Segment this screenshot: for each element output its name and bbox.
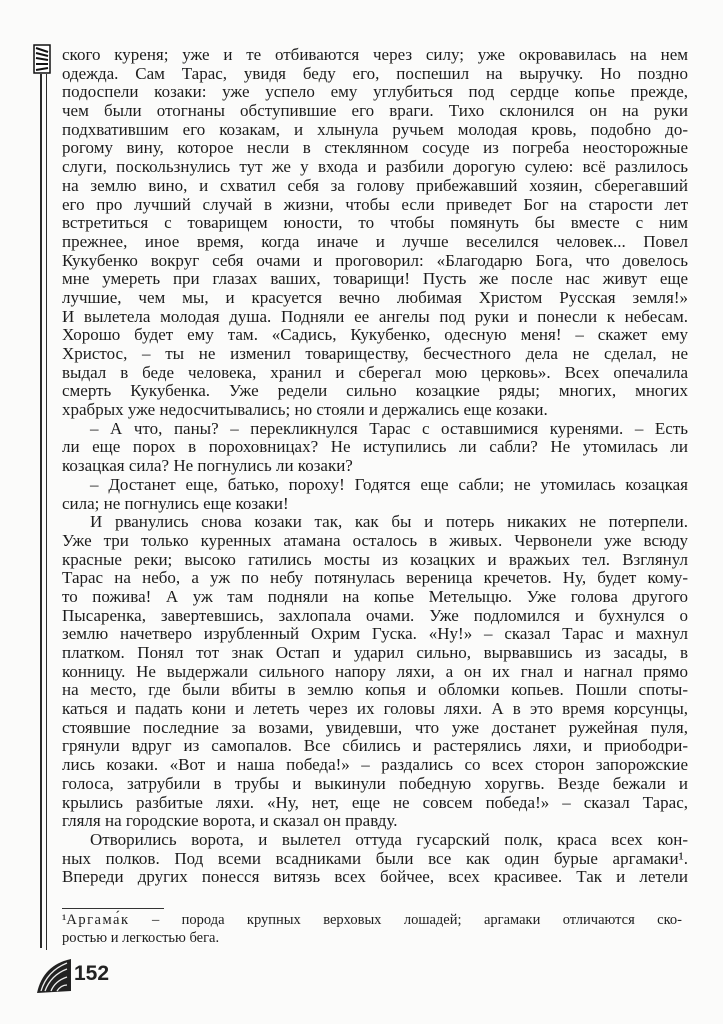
text-line: ского куреня; уже и те отбиваются через силу; уже окровавилась на нем [62, 45, 688, 64]
text-line: прежнее, иное время, когда иначе и лучше веселился человек... Повел [62, 231, 688, 251]
text-line: мне умереть при глазах ваших, товарищи! Пусть же после нас живут еще [62, 269, 688, 289]
text-line: одежда. Сам Тарас, увидя беду его, поспешил на выручку. Но поздно [62, 63, 688, 83]
text-line: грянули вдруг из самопалов. Все сбились и растерялись ляхи, и приободри- [62, 736, 688, 756]
text-line: смерть Кукубенка. Уже редели сильно козацкие ряды; многих, многих [62, 381, 688, 401]
text-line: красные реки; высоко гатились мосты из козацких и вражьих тел. Взглянул [62, 549, 688, 569]
text-line: то пожива! А уж там подняли на копье Метелыцю. Уже голова другого [62, 586, 688, 606]
footnote-text: ростью и легкостью бега. [62, 930, 220, 946]
text-line: козацкая сила? Не погнулись ли козаки? [62, 456, 353, 476]
text-line: стоявшие последние за возами, увидевши, что уже достанет ружейная пуля, [62, 717, 688, 737]
text-line: выдал в беде человека, хранил и сберегал мою церковь». Всех опечалила [62, 362, 688, 382]
text-line: конницу. Не выдержали сильного напору ляхи, а он их гнал и нагнал прямо [62, 661, 688, 681]
footnote [62, 911, 682, 947]
text-line: ных полков. Под всеми всадниками были все как один бурые аргамаки¹. [62, 848, 688, 868]
page-border-line [46, 70, 47, 950]
text-line: Христос, – ты не изменил товариществу, бесчестного дела не сделал, не [62, 344, 688, 363]
text-line: сила; не погнулись еще козаки! [62, 493, 289, 513]
text-line: встретиться с товарищем юности, то чтобы помянуть бы вместе с ним [62, 213, 688, 233]
text-line: Пысаренка, завертевшись, захлопала очами. Уже подломился и бухнулся о [62, 605, 688, 625]
text-line: Тарас на небо, а уж по небу потянулась вереница кречетов. Ну, будет кому- [62, 568, 688, 588]
text-line: И вылетела молодая душа. Подняли ее ангелы под руки и понесли к небесам. [62, 306, 688, 326]
text-line: – Достанет еще, батько, пороху! Годятся еще сабли; не утомилась козацкая [90, 474, 688, 494]
text-line: подхватившим его козакам, и хлынула ручьем молодая кровь, подобно до- [62, 119, 688, 139]
text-line: его про лучший случай в жизни, чтобы если приведет Бог на старости лет [62, 194, 688, 214]
text-line: каться и падать кони и лететь через их головы ляхи. А в это время корсунцы, [62, 699, 688, 719]
text-line: Отворились ворота, и вылетел оттуда гусарский полк, краса всех кон- [90, 829, 688, 849]
text-line: слуги, поскользнулись тут же у входа и разбили дорогую сулею: всё разлилось [62, 157, 688, 177]
page-border-line [40, 48, 42, 948]
footnote-term: Аргама́к [66, 912, 130, 928]
footnote-text: – порода крупных верховых лошадей; аргамаки отличаются ско- [129, 912, 682, 928]
text-line: Уже три только куренных атамана осталось в живых. Червонели уже всюду [62, 530, 688, 550]
text-line: И рванулись снова козаки так, как бы и потерь никаких не потерпели. [90, 512, 688, 532]
text-line: подоспели козаки: уже успело ему углубиться под сердце копье прежде, [62, 82, 688, 102]
text-line: на землю вино, и схватил себя за голову прибежавший хозяин, сберегавший [62, 175, 688, 195]
text-line: голоса, затрубили в трубы и выкинули победную хоругвь. Везде бежали и [62, 773, 688, 793]
text-line: платком. Понял тот знак Остап и ударил сильно, вырвавшись из засады, в [62, 643, 688, 662]
text-line: Хорошо будет ему там. «Садись, Кукубенко, одесную меня! – скажет ему [62, 325, 688, 345]
page-corner-ornament-icon [33, 955, 73, 995]
body-text [62, 46, 688, 887]
text-line: чем были отогнаны обступившие его враги. Тихо склонился он на руки [62, 101, 688, 121]
text-line: Впереди других понесся витязь всех бойчее, всех красивее. Так и летели [62, 867, 688, 887]
page-number: 152 [74, 962, 110, 985]
text-line: Кукубенко вокруг себя очами и проговорил: «Благодарю Бога, что довелось [62, 250, 688, 270]
text-line: лучшие, чем мы, и красуется вечно любимая Христом Русская земля!» [62, 287, 688, 307]
text-line: рогому вину, которое несли в стеклянном сосуде из погреба неосторожные [62, 138, 688, 158]
text-line: гляля на городские ворота, и сказал он правду. [62, 811, 398, 831]
text-line: ли еще порох в пороховницах? Не иступились ли сабли? Не утомилась ли [62, 437, 688, 457]
footnote-marker: ¹ [62, 912, 67, 928]
text-line: – А что, паны? – перекликнулся Тарас с оставшимися куренями. – Есть [90, 418, 688, 438]
text-line: землю начетверо изрубленный Охрим Гуска. «Ну!» – сказал Тарас и махнул [62, 624, 688, 644]
text-line: лись козаки. «Вот и наша победа!» – раздались со всех сторон запорожские [62, 755, 688, 775]
corner-ornament-icon [33, 44, 51, 74]
text-line: на место, где были вбиты в землю копья и обломки копьев. Пошли споты- [62, 680, 688, 700]
text-line: крылись разбитые ляхи. «Ну, нет, еще не совсем победа!» – сказал Тарас, [62, 792, 688, 812]
text-line: храбрых уже недосчитывались; но стояли и держались еще козаки. [62, 400, 548, 420]
footnote-divider [62, 908, 164, 909]
